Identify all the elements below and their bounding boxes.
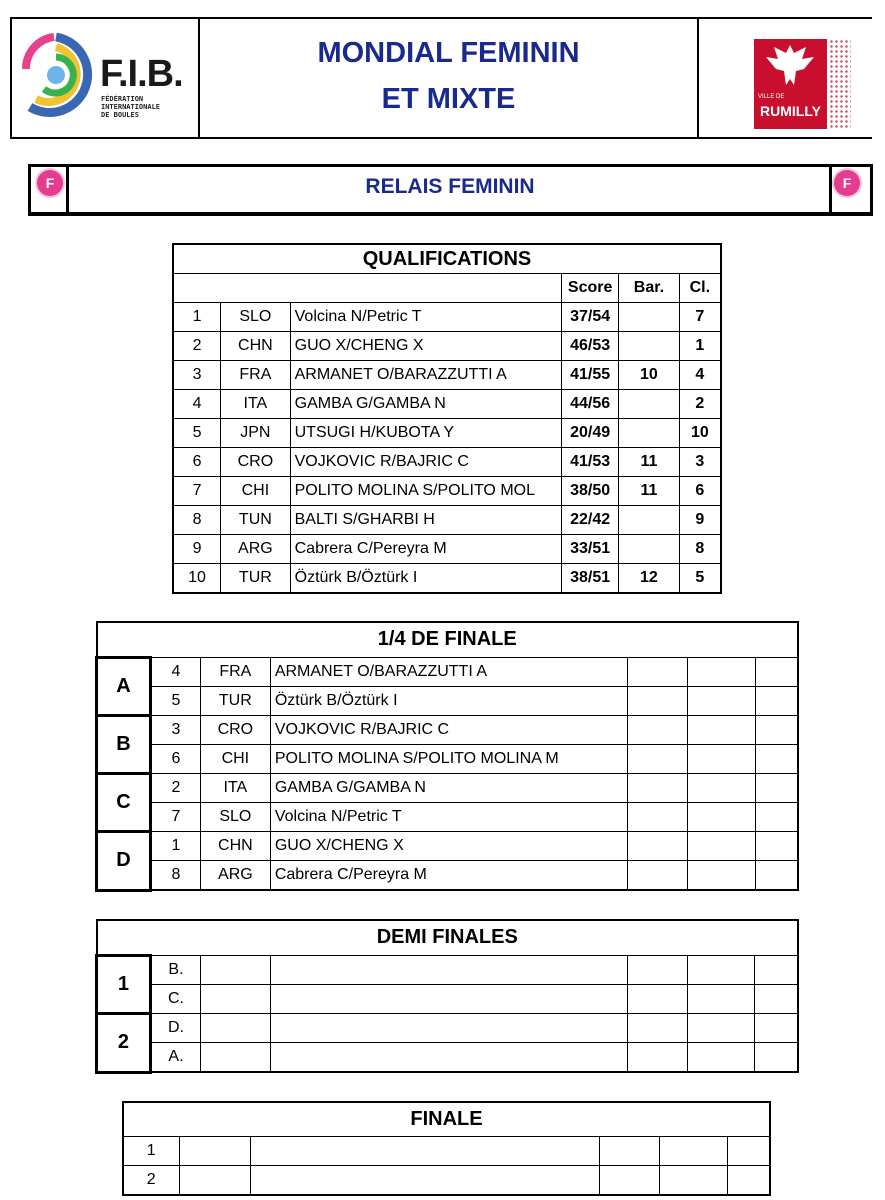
score-cell xyxy=(627,716,687,745)
seed-number: 5 xyxy=(150,687,200,716)
final-title: FINALE xyxy=(123,1102,770,1137)
score: 20/49 xyxy=(562,419,619,448)
seed-number: 2 xyxy=(150,774,200,803)
team-name: POLITO MOLINA S/POLITO MOLINA M xyxy=(270,745,627,774)
seed-number: B. xyxy=(150,956,200,985)
col-score: Score xyxy=(562,274,619,303)
table-row xyxy=(173,390,721,419)
country-code: FRA xyxy=(200,658,270,687)
row-number: 5 xyxy=(173,419,221,448)
qualifications-table xyxy=(172,243,722,594)
qualifications-title: QUALIFICATIONS xyxy=(173,244,721,274)
seed-number: 4 xyxy=(150,658,200,687)
score-cell xyxy=(627,803,687,832)
barrage: 12 xyxy=(619,564,680,594)
country-code: CHN xyxy=(221,332,291,361)
table-row xyxy=(97,832,799,861)
fib-logo-text: F.I.B. xyxy=(100,53,183,95)
score-cell xyxy=(687,658,755,687)
empty-cell xyxy=(250,1166,599,1196)
table-row xyxy=(97,1043,799,1073)
table-row xyxy=(173,564,721,594)
barrage xyxy=(619,535,680,564)
country-code xyxy=(200,1014,270,1043)
classement: 8 xyxy=(679,535,721,564)
score-cell xyxy=(627,861,687,891)
barrage xyxy=(619,303,680,332)
team-name: Öztürk B/Öztürk I xyxy=(270,687,627,716)
empty-cell xyxy=(659,1166,727,1196)
score-cell xyxy=(687,832,755,861)
table-row xyxy=(97,658,799,687)
empty-cell xyxy=(727,1166,770,1196)
table-row xyxy=(97,687,799,716)
barrage: 11 xyxy=(619,477,680,506)
row-number: 1 xyxy=(173,303,221,332)
score-cell xyxy=(755,1043,798,1073)
empty-cell xyxy=(599,1166,659,1196)
table-row xyxy=(123,1166,770,1196)
group-label: 1 xyxy=(97,956,151,1014)
col-bar: Bar. xyxy=(619,274,680,303)
team-name: Cabrera C/Pereyra M xyxy=(270,861,627,891)
eagle-icon xyxy=(754,39,827,94)
country-code xyxy=(200,1043,270,1073)
group-label: C xyxy=(97,774,151,832)
country-code: CHI xyxy=(200,745,270,774)
score-cell xyxy=(627,745,687,774)
score-cell xyxy=(755,774,798,803)
score-cell xyxy=(755,687,798,716)
country-code xyxy=(200,985,270,1014)
team-name: POLITO MOLINA S/POLITO MOL xyxy=(290,477,562,506)
table-row xyxy=(173,535,721,564)
semi-finals-table xyxy=(95,919,799,1074)
score-cell xyxy=(755,985,798,1014)
table-row xyxy=(173,419,721,448)
score-cell xyxy=(627,687,687,716)
table-row xyxy=(97,716,799,745)
score-cell xyxy=(687,1014,755,1043)
score-cell xyxy=(755,803,798,832)
score: 38/51 xyxy=(562,564,619,594)
score: 41/53 xyxy=(562,448,619,477)
fib-swirl-icon xyxy=(16,29,96,124)
seed-number: C. xyxy=(150,985,200,1014)
barrage: 10 xyxy=(619,361,680,390)
country-code: ARG xyxy=(200,861,270,891)
empty-cell xyxy=(659,1137,727,1166)
table-row xyxy=(173,332,721,361)
team-name xyxy=(270,985,627,1014)
seed-number: D. xyxy=(150,1014,200,1043)
group-label: D xyxy=(97,832,151,891)
table-row xyxy=(173,361,721,390)
score-cell xyxy=(755,861,798,891)
score-cell xyxy=(687,803,755,832)
table-row xyxy=(173,303,721,332)
row-number: 9 xyxy=(173,535,221,564)
row-number: 10 xyxy=(173,564,221,594)
score-cell xyxy=(687,716,755,745)
team-name xyxy=(270,1014,627,1043)
country-code: ITA xyxy=(221,390,291,419)
group-label: A xyxy=(97,658,151,716)
classement: 7 xyxy=(679,303,721,332)
score-cell xyxy=(627,985,687,1014)
group-label: B xyxy=(97,716,151,774)
score: 44/56 xyxy=(562,390,619,419)
country-code: TUR xyxy=(221,564,291,594)
empty-cell xyxy=(179,1137,250,1166)
barrage xyxy=(619,506,680,535)
score-cell xyxy=(687,1043,755,1073)
classement: 4 xyxy=(679,361,721,390)
seed-number: 6 xyxy=(150,745,200,774)
classement: 9 xyxy=(679,506,721,535)
score-cell xyxy=(627,1043,687,1073)
group-label: 2 xyxy=(97,1014,151,1073)
table-row xyxy=(97,861,799,891)
seed-number: 7 xyxy=(150,803,200,832)
team-name: GAMBA G/GAMBA N xyxy=(270,774,627,803)
rumilly-logo xyxy=(697,17,872,139)
barrage xyxy=(619,332,680,361)
empty-cell xyxy=(727,1137,770,1166)
score-cell xyxy=(687,774,755,803)
row-number: 6 xyxy=(173,448,221,477)
classement: 2 xyxy=(679,390,721,419)
country-code: CHN xyxy=(200,832,270,861)
row-number: 1 xyxy=(123,1137,179,1166)
seed-number: 8 xyxy=(150,861,200,891)
country-code: SLO xyxy=(200,803,270,832)
country-code: TUN xyxy=(221,506,291,535)
score-cell xyxy=(755,1014,798,1043)
team-name xyxy=(270,956,627,985)
team-name: GAMBA G/GAMBA N xyxy=(290,390,562,419)
table-row xyxy=(97,803,799,832)
score-cell xyxy=(687,687,755,716)
page-title: MONDIAL FEMININ ET MIXTE xyxy=(317,37,580,115)
quarter-finals-table xyxy=(95,621,799,892)
country-code: ITA xyxy=(200,774,270,803)
rumilly-name: RUMILLY xyxy=(760,103,821,119)
rumilly-small-text: VILLE DE xyxy=(758,94,785,100)
country-code: FRA xyxy=(221,361,291,390)
score-cell xyxy=(687,861,755,891)
table-row xyxy=(173,448,721,477)
team-name: VOJKOVIC R/BAJRIC C xyxy=(290,448,562,477)
row-number: 7 xyxy=(173,477,221,506)
country-code: TUR xyxy=(200,687,270,716)
classement: 1 xyxy=(679,332,721,361)
table-row xyxy=(97,956,799,985)
team-name: Cabrera C/Pereyra M xyxy=(290,535,562,564)
f-badge-right-icon: F xyxy=(834,170,860,196)
barrage xyxy=(619,419,680,448)
fib-logo xyxy=(10,17,200,139)
table-row xyxy=(173,477,721,506)
country-code: CHI xyxy=(221,477,291,506)
row-number: 3 xyxy=(173,361,221,390)
team-name: GUO X/CHENG X xyxy=(270,832,627,861)
semi-finals-title: DEMI FINALES xyxy=(97,920,799,956)
team-name: BALTI S/GHARBI H xyxy=(290,506,562,535)
col-cl: Cl. xyxy=(679,274,721,303)
score-cell xyxy=(755,832,798,861)
team-name: Öztürk B/Öztürk I xyxy=(290,564,562,594)
team-name: GUO X/CHENG X xyxy=(290,332,562,361)
team-name: ARMANET O/BARAZZUTTI A xyxy=(290,361,562,390)
classement: 6 xyxy=(679,477,721,506)
header-spacer xyxy=(173,274,562,303)
score: 46/53 xyxy=(562,332,619,361)
score-cell xyxy=(627,832,687,861)
seed-number: 3 xyxy=(150,716,200,745)
score-cell xyxy=(627,956,687,985)
score-cell xyxy=(687,745,755,774)
score: 22/42 xyxy=(562,506,619,535)
empty-cell xyxy=(599,1137,659,1166)
table-row xyxy=(97,985,799,1014)
table-row xyxy=(123,1137,770,1166)
banner-divider-left xyxy=(66,164,69,216)
team-name: VOJKOVIC R/BAJRIC C xyxy=(270,716,627,745)
team-name: Volcina N/Petric T xyxy=(270,803,627,832)
f-badge-left-icon: F xyxy=(37,170,63,196)
score-cell xyxy=(755,956,798,985)
row-number: 2 xyxy=(173,332,221,361)
team-name: UTSUGI H/KUBOTA Y xyxy=(290,419,562,448)
classement: 10 xyxy=(679,419,721,448)
country-code: CRO xyxy=(200,716,270,745)
country-code: CRO xyxy=(221,448,291,477)
table-row xyxy=(173,506,721,535)
team-name xyxy=(270,1043,627,1073)
country-code: JPN xyxy=(221,419,291,448)
classement: 3 xyxy=(679,448,721,477)
table-row xyxy=(97,745,799,774)
table-row xyxy=(97,774,799,803)
score-cell xyxy=(755,745,798,774)
score-cell xyxy=(755,658,798,687)
dot-pattern xyxy=(829,39,851,129)
score: 37/54 xyxy=(562,303,619,332)
final-table xyxy=(122,1101,771,1196)
seed-number: A. xyxy=(150,1043,200,1073)
empty-cell xyxy=(179,1166,250,1196)
row-number: 4 xyxy=(173,390,221,419)
barrage: 11 xyxy=(619,448,680,477)
score-cell xyxy=(627,774,687,803)
score-cell xyxy=(627,658,687,687)
empty-cell xyxy=(250,1137,599,1166)
quarter-finals-title: 1/4 DE FINALE xyxy=(97,622,799,658)
score-cell xyxy=(687,985,755,1014)
score-cell xyxy=(627,1014,687,1043)
seed-number: 1 xyxy=(150,832,200,861)
team-name: Volcina N/Petric T xyxy=(290,303,562,332)
score-cell xyxy=(687,956,755,985)
table-row xyxy=(97,1014,799,1043)
score: 41/55 xyxy=(562,361,619,390)
rumilly-emblem xyxy=(754,39,827,129)
score: 33/51 xyxy=(562,535,619,564)
score: 38/50 xyxy=(562,477,619,506)
row-number: 2 xyxy=(123,1166,179,1196)
row-number: 8 xyxy=(173,506,221,535)
banner-title: RELAIS FEMININ xyxy=(365,175,535,198)
classement: 5 xyxy=(679,564,721,594)
team-name: ARMANET O/BARAZZUTTI A xyxy=(270,658,627,687)
score-cell xyxy=(755,716,798,745)
country-code: ARG xyxy=(221,535,291,564)
country-code: SLO xyxy=(221,303,291,332)
country-code xyxy=(200,956,270,985)
fib-logo-subtitle: FÉDÉRATION INTERNATIONALE DE BOULES xyxy=(101,95,161,119)
barrage xyxy=(619,390,680,419)
